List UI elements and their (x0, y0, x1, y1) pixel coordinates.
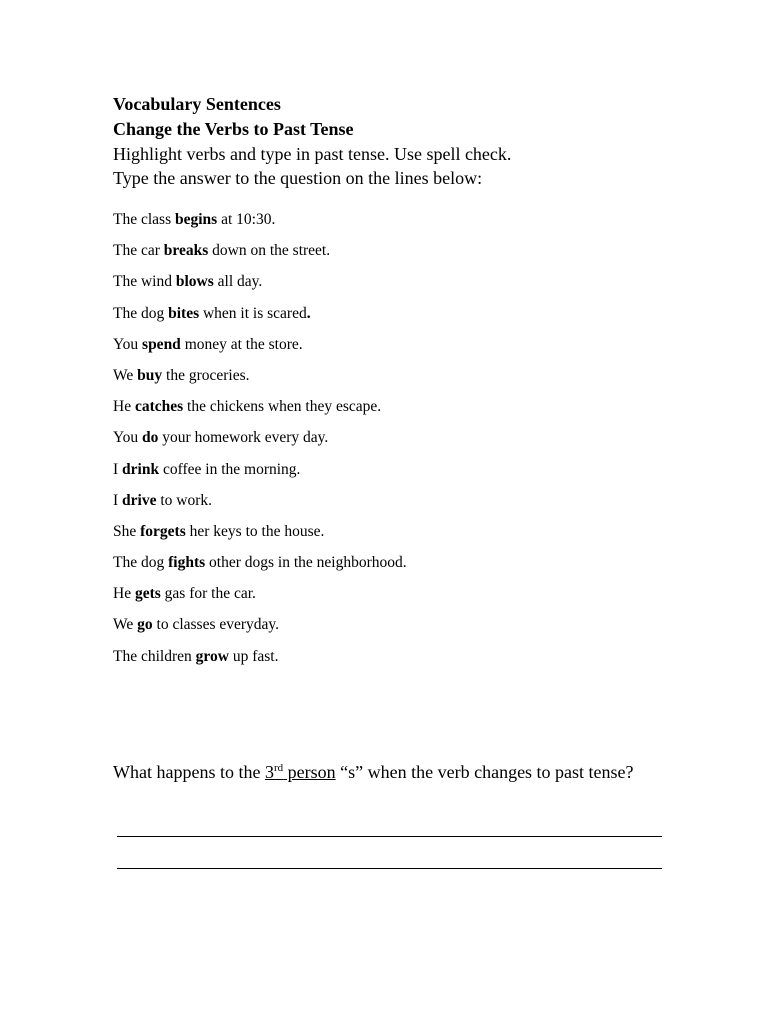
sentence-text-after: to work. (156, 491, 213, 509)
ordinal-number: 3 (264, 762, 274, 782)
sentence-item (113, 609, 407, 640)
question-suffix: “s” when the verb changes to past tense? (335, 762, 634, 782)
sentence-text-before: The children (113, 647, 196, 665)
sentence-text-before: The dog (113, 554, 169, 572)
sentence-verb: do (142, 429, 159, 447)
sentence-item (113, 422, 407, 453)
underlined-word: person (283, 762, 336, 782)
sentence-item (113, 329, 407, 360)
sentence-verb: drink (122, 460, 160, 478)
sentence-text-before: He (113, 398, 135, 416)
sentence-text-before: I (113, 460, 123, 478)
sentence-item (113, 485, 407, 516)
sentence-verb: fights (168, 554, 206, 572)
sentence-text-after: money at the store. (180, 335, 303, 353)
sentence-text-before: I (113, 491, 123, 509)
sentence-verb: catches (134, 398, 184, 416)
question-text (113, 760, 673, 784)
sentence-list (113, 204, 407, 672)
sentence-verb: blows (175, 273, 214, 291)
sentence-text-before: He (113, 585, 135, 603)
sentence-text-before: You (113, 335, 143, 353)
sentence-text-after: the groceries. (162, 366, 250, 384)
sentence-verb: drive (122, 491, 157, 509)
sentence-item (113, 454, 407, 485)
sentence-text-before: The dog (113, 304, 169, 322)
question-prefix: What happens to the (113, 762, 265, 782)
sentence-text-after: other dogs in the neighborhood. (205, 554, 407, 572)
sentence-item (113, 547, 407, 578)
sentence-verb: go (137, 616, 153, 634)
sentence-verb: breaks (163, 242, 209, 260)
sentence-text-before: You (113, 429, 143, 447)
sentence-text-before: We (113, 366, 138, 384)
sentence-text-after: at 10:30. (217, 211, 276, 228)
sentence-text-after: gas for the car. (160, 585, 256, 603)
sentence-verb: buy (137, 366, 163, 384)
sentence-item (113, 360, 407, 391)
instruction-line-2: Type the answer to the question on the lines below: (113, 168, 483, 188)
sentence-item (113, 235, 407, 266)
answer-line-1[interactable] (117, 836, 662, 837)
sentence-text-after: to classes everyday. (152, 616, 280, 634)
sentence-verb: bites (168, 304, 200, 322)
ordinal-suffix: rd (273, 762, 284, 774)
answer-line-2[interactable] (117, 868, 662, 869)
sentence-verb: forgets (140, 522, 186, 540)
sentence-text-after: up fast. (228, 647, 279, 665)
sentence-text-after: down on the street. (208, 242, 331, 260)
sentence-verb: spend (142, 335, 181, 353)
question-underlined-term (265, 762, 336, 782)
sentence-item (113, 641, 407, 672)
sentence-text-before: She (113, 522, 141, 540)
sentence-text-after: your homework every day. (158, 429, 329, 447)
sentence-item (113, 578, 407, 609)
sentence-text-after: all day. (213, 273, 263, 291)
sentence-item (113, 516, 407, 547)
sentence-item (113, 266, 407, 297)
sentence-item (113, 298, 407, 329)
sentence-trailing-punctuation: . (306, 304, 311, 322)
instruction-line-1: Highlight verbs and type in past tense. Use spell check. (113, 144, 512, 164)
sentence-item (113, 204, 407, 235)
sentence-text-after: when it is scared (199, 304, 307, 322)
sentence-text-after: coffee in the morning. (159, 460, 301, 478)
sentence-text-before: The wind (113, 273, 176, 291)
sentence-verb: begins (174, 211, 218, 228)
sentence-text-after: her keys to the house. (185, 522, 325, 540)
sentence-text-after: the chickens when they escape. (183, 398, 382, 416)
sentence-text-before: We (113, 616, 138, 634)
sentence-verb: grow (195, 647, 229, 665)
worksheet-subtitle: Change the Verbs to Past Tense (113, 119, 354, 139)
sentence-text-before: The car (113, 242, 164, 260)
sentence-text-before: The class (113, 211, 175, 228)
worksheet-title: Vocabulary Sentences (113, 94, 281, 114)
sentence-verb: gets (134, 585, 161, 603)
sentence-item (113, 391, 407, 422)
